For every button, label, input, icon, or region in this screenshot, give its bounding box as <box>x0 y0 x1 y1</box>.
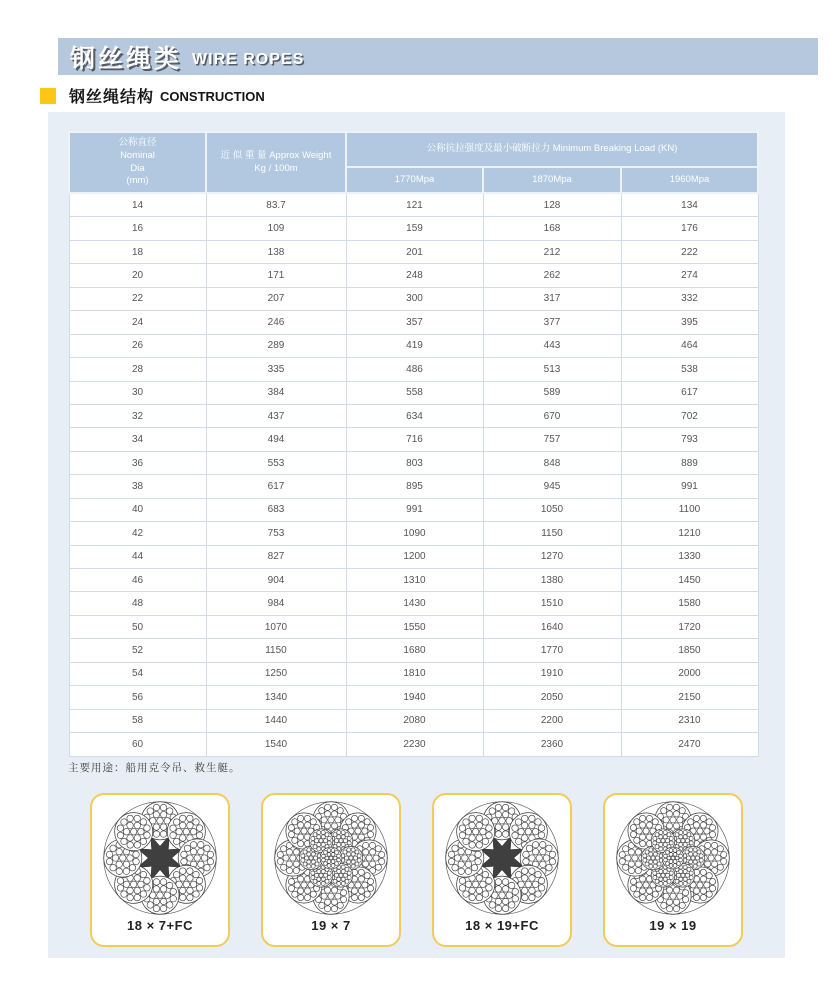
table-cell: 464 <box>621 334 758 357</box>
table-cell: 1680 <box>346 639 483 662</box>
table-cell: 1100 <box>621 498 758 521</box>
col-header-line: 近 似 重 量 Approx Weight <box>220 149 332 161</box>
table-cell: 138 <box>206 240 346 263</box>
table-cell: 207 <box>206 287 346 310</box>
col-header-line: 公称直径 <box>118 136 157 148</box>
table-cell: 1050 <box>483 498 621 521</box>
table-cell: 1540 <box>206 733 346 756</box>
table-cell: 1090 <box>346 522 483 545</box>
table-cell: 1510 <box>483 592 621 615</box>
table-cell: 945 <box>483 475 621 498</box>
table-row <box>69 639 758 662</box>
table-cell: 1070 <box>206 615 346 638</box>
table-row <box>69 358 758 381</box>
table-row <box>69 404 758 427</box>
table-row <box>69 287 758 310</box>
table-cell: 212 <box>483 240 621 263</box>
spec-table <box>68 131 759 757</box>
rope-cross-section-figure <box>101 799 219 917</box>
table-row <box>69 381 758 404</box>
section-title-zh: 钢丝绳结构 <box>69 89 155 106</box>
table-cell: 513 <box>483 358 621 381</box>
table-cell: 83.7 <box>206 193 346 217</box>
table-cell: 248 <box>346 264 483 287</box>
table-cell: 2360 <box>483 733 621 756</box>
table-cell: 128 <box>483 193 621 217</box>
table-cell: 54 <box>69 662 206 685</box>
table-cell: 121 <box>346 193 483 217</box>
col-header-line: Nominal <box>120 149 155 161</box>
table-cell: 30 <box>69 381 206 404</box>
col-header-grade-1960: 1960Mpa <box>621 167 758 193</box>
col-header-approx-weight <box>206 132 346 193</box>
table-cell: 793 <box>621 428 758 451</box>
rope-card <box>603 793 743 947</box>
col-header-grade-1870: 1870Mpa <box>483 167 621 193</box>
rope-construction-label: 19 × 19 <box>649 918 697 933</box>
rope-card <box>432 793 572 947</box>
table-cell: 670 <box>483 404 621 427</box>
table-cell: 1810 <box>346 662 483 685</box>
table-row <box>69 545 758 568</box>
table-cell: 1440 <box>206 709 346 732</box>
table-cell: 1450 <box>621 569 758 592</box>
table-cell: 20 <box>69 264 206 287</box>
table-cell: 2080 <box>346 709 483 732</box>
table-cell: 1270 <box>483 545 621 568</box>
usage-note: 主要用途：船用克令吊、救生艇。 <box>68 762 241 774</box>
rope-cross-section-figure <box>443 799 561 917</box>
table-row <box>69 686 758 709</box>
table-row <box>69 662 758 685</box>
rope-cross-section-figure <box>272 799 390 917</box>
spec-table-wrap <box>68 131 757 757</box>
section-title-en: CONSTRUCTION <box>160 89 265 104</box>
table-cell: 18 <box>69 240 206 263</box>
table-row <box>69 451 758 474</box>
table-cell: 377 <box>483 311 621 334</box>
table-cell: 42 <box>69 522 206 545</box>
table-cell: 437 <box>206 404 346 427</box>
table-row <box>69 334 758 357</box>
table-cell: 2150 <box>621 686 758 709</box>
table-cell: 895 <box>346 475 483 498</box>
page-title-zh: 钢丝绳类 <box>70 44 183 73</box>
table-row <box>69 569 758 592</box>
table-cell: 46 <box>69 569 206 592</box>
table-cell: 32 <box>69 404 206 427</box>
table-cell: 1250 <box>206 662 346 685</box>
table-row <box>69 428 758 451</box>
col-header-line: Dia <box>130 162 145 174</box>
page-title-en: WIRE ROPES <box>192 50 305 68</box>
table-cell: 1430 <box>346 592 483 615</box>
table-cell: 52 <box>69 639 206 662</box>
table-cell: 262 <box>483 264 621 287</box>
table-cell: 14 <box>69 193 206 217</box>
table-cell: 58 <box>69 709 206 732</box>
table-cell: 889 <box>621 451 758 474</box>
table-cell: 1720 <box>621 615 758 638</box>
table-cell: 317 <box>483 287 621 310</box>
col-header-line: (mm) <box>126 175 149 187</box>
table-cell: 395 <box>621 311 758 334</box>
rope-construction-label: 18 × 7+FC <box>127 918 193 933</box>
table-row <box>69 475 758 498</box>
spec-table-header <box>69 132 758 193</box>
table-cell: 1330 <box>621 545 758 568</box>
table-cell: 716 <box>346 428 483 451</box>
rope-card <box>261 793 401 947</box>
table-cell: 2000 <box>621 662 758 685</box>
table-cell: 22 <box>69 287 206 310</box>
table-cell: 1310 <box>346 569 483 592</box>
table-cell: 494 <box>206 428 346 451</box>
rope-card <box>90 793 230 947</box>
table-cell: 1580 <box>621 592 758 615</box>
table-cell: 289 <box>206 334 346 357</box>
table-cell: 2200 <box>483 709 621 732</box>
table-cell: 300 <box>346 287 483 310</box>
table-cell: 176 <box>621 217 758 240</box>
table-cell: 134 <box>621 193 758 217</box>
table-cell: 246 <box>206 311 346 334</box>
table-cell: 419 <box>346 334 483 357</box>
table-cell: 1910 <box>483 662 621 685</box>
table-row <box>69 498 758 521</box>
table-row <box>69 733 758 756</box>
table-cell: 50 <box>69 615 206 638</box>
table-cell: 617 <box>206 475 346 498</box>
table-cell: 2310 <box>621 709 758 732</box>
table-cell: 991 <box>346 498 483 521</box>
table-cell: 384 <box>206 381 346 404</box>
rope-cross-section-figure <box>614 799 732 917</box>
table-cell: 1550 <box>346 615 483 638</box>
table-cell: 443 <box>483 334 621 357</box>
table-cell: 1380 <box>483 569 621 592</box>
col-header-breaking-load: 公称抗拉强度及最小破断拉力 Minimum Breaking Load (KN) <box>346 132 758 167</box>
table-row <box>69 217 758 240</box>
table-cell: 991 <box>621 475 758 498</box>
table-cell: 56 <box>69 686 206 709</box>
table-cell: 34 <box>69 428 206 451</box>
table-cell: 1150 <box>206 639 346 662</box>
table-cell: 827 <box>206 545 346 568</box>
table-cell: 2050 <box>483 686 621 709</box>
table-cell: 702 <box>621 404 758 427</box>
table-cell: 201 <box>346 240 483 263</box>
table-cell: 40 <box>69 498 206 521</box>
rope-cards <box>90 793 743 947</box>
table-cell: 357 <box>346 311 483 334</box>
table-cell: 848 <box>483 451 621 474</box>
table-cell: 1210 <box>621 522 758 545</box>
table-cell: 803 <box>346 451 483 474</box>
table-cell: 538 <box>621 358 758 381</box>
table-row <box>69 709 758 732</box>
col-header-line: Kg / 100m <box>254 162 298 174</box>
table-cell: 1940 <box>346 686 483 709</box>
spec-table-body <box>69 193 758 756</box>
table-cell: 335 <box>206 358 346 381</box>
rope-construction-label: 19 × 7 <box>311 918 351 933</box>
col-header-grade-1770: 1770Mpa <box>346 167 483 193</box>
table-row <box>69 240 758 263</box>
table-row <box>69 193 758 217</box>
table-cell: 904 <box>206 569 346 592</box>
col-header-nominal-dia <box>69 132 206 193</box>
table-cell: 16 <box>69 217 206 240</box>
table-cell: 159 <box>346 217 483 240</box>
table-cell: 171 <box>206 264 346 287</box>
table-cell: 2230 <box>346 733 483 756</box>
table-cell: 1150 <box>483 522 621 545</box>
table-cell: 589 <box>483 381 621 404</box>
table-row <box>69 311 758 334</box>
table-cell: 634 <box>346 404 483 427</box>
table-cell: 558 <box>346 381 483 404</box>
table-cell: 617 <box>621 381 758 404</box>
table-cell: 1640 <box>483 615 621 638</box>
content-panel <box>48 112 785 958</box>
table-row <box>69 522 758 545</box>
table-cell: 222 <box>621 240 758 263</box>
table-cell: 2470 <box>621 733 758 756</box>
table-cell: 60 <box>69 733 206 756</box>
table-cell: 109 <box>206 217 346 240</box>
table-cell: 44 <box>69 545 206 568</box>
table-cell: 332 <box>621 287 758 310</box>
table-cell: 553 <box>206 451 346 474</box>
table-cell: 24 <box>69 311 206 334</box>
table-cell: 1200 <box>346 545 483 568</box>
table-row <box>69 615 758 638</box>
table-cell: 168 <box>483 217 621 240</box>
table-cell: 1850 <box>621 639 758 662</box>
table-cell: 36 <box>69 451 206 474</box>
table-cell: 48 <box>69 592 206 615</box>
section-heading <box>40 84 265 107</box>
table-cell: 274 <box>621 264 758 287</box>
table-cell: 486 <box>346 358 483 381</box>
table-cell: 26 <box>69 334 206 357</box>
table-cell: 753 <box>206 522 346 545</box>
table-cell: 1340 <box>206 686 346 709</box>
table-cell: 28 <box>69 358 206 381</box>
table-cell: 38 <box>69 475 206 498</box>
table-row <box>69 592 758 615</box>
yellow-square-bullet-icon <box>40 88 56 104</box>
table-cell: 683 <box>206 498 346 521</box>
table-cell: 757 <box>483 428 621 451</box>
table-row <box>69 264 758 287</box>
table-cell: 1770 <box>483 639 621 662</box>
table-cell: 984 <box>206 592 346 615</box>
title-banner <box>58 38 818 75</box>
rope-construction-label: 18 × 19+FC <box>465 918 539 933</box>
